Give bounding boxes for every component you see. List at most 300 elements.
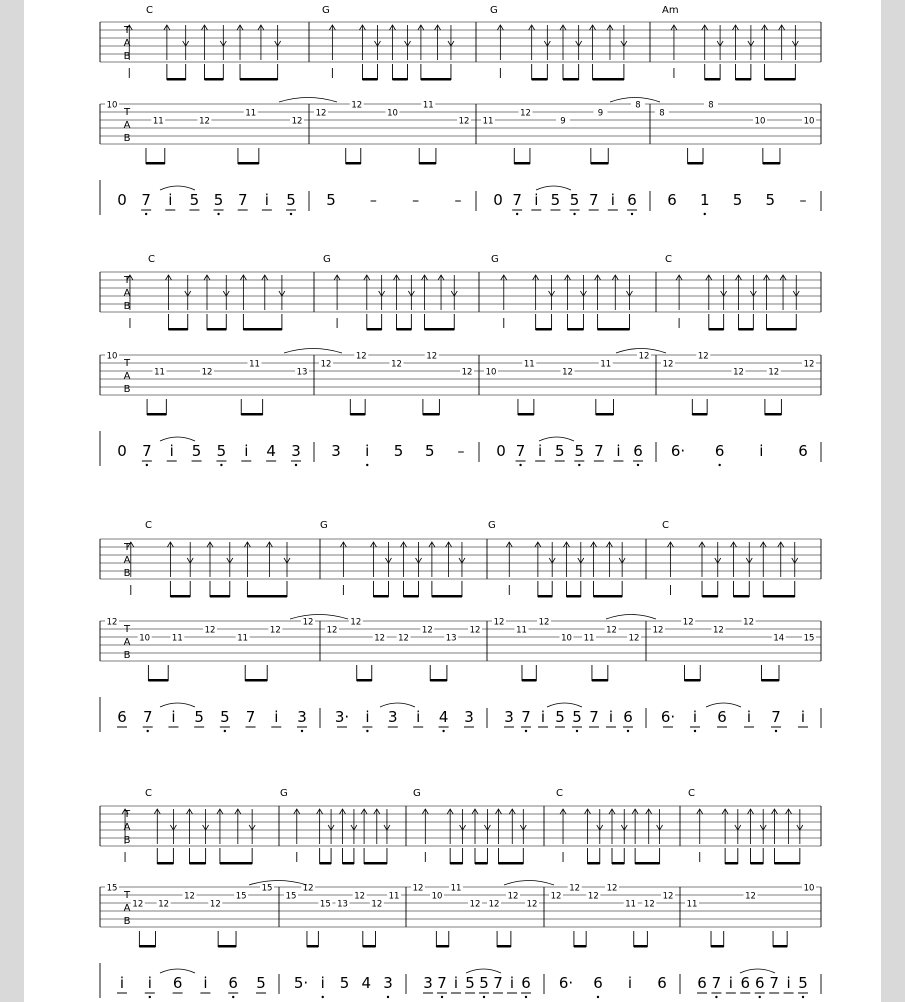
note-beam bbox=[157, 862, 173, 865]
jianpu-note: 6 bbox=[228, 974, 238, 992]
fret-number: 12 bbox=[469, 899, 481, 910]
fret-number: 12 bbox=[398, 633, 409, 644]
note-beam bbox=[205, 78, 224, 81]
fret-number: 12 bbox=[355, 351, 367, 362]
fret-number: 12 bbox=[562, 367, 573, 378]
jianpu-note: 3 bbox=[504, 708, 514, 726]
jianpu-note: 6 bbox=[172, 974, 183, 992]
fret-number: 12 bbox=[803, 359, 815, 370]
note-beam bbox=[598, 328, 630, 331]
slur-arc bbox=[706, 703, 741, 707]
jianpu-note: 5 bbox=[798, 974, 808, 992]
fret-number: 12 bbox=[391, 359, 402, 370]
tab-staff bbox=[100, 881, 821, 948]
fret-number: 13 bbox=[337, 899, 348, 910]
fret-number: 12 bbox=[184, 891, 195, 902]
tab-clef-letter: T bbox=[123, 809, 131, 820]
jianpu-note: i bbox=[365, 708, 370, 726]
jianpu-note: 5 bbox=[732, 191, 743, 209]
octave-dot bbox=[295, 464, 297, 466]
note-beam bbox=[593, 78, 624, 81]
fret-number: 12 bbox=[587, 891, 599, 902]
tab-clef-letter: B bbox=[123, 650, 131, 661]
note-beam bbox=[705, 78, 720, 81]
note-beam bbox=[450, 862, 462, 865]
note-beam bbox=[774, 862, 799, 865]
tab-clef-letter: T bbox=[123, 25, 131, 36]
note-beam bbox=[346, 162, 361, 165]
octave-dot bbox=[775, 730, 777, 732]
fret-number: 11 bbox=[249, 359, 260, 370]
note-beam bbox=[238, 162, 259, 165]
note-beam bbox=[518, 413, 534, 416]
note-beam bbox=[711, 945, 724, 948]
jianpu-note: i bbox=[692, 708, 698, 726]
note-beam bbox=[307, 945, 318, 948]
fret-number: 10 bbox=[561, 633, 572, 644]
jianpu-note: 6 bbox=[740, 974, 751, 992]
jianpu-note: i bbox=[264, 191, 269, 209]
jianpu-line bbox=[100, 431, 821, 466]
tab-clef-letter: B bbox=[123, 568, 131, 579]
octave-dot bbox=[232, 996, 234, 998]
octave-dot bbox=[146, 464, 148, 466]
tab-staff bbox=[100, 98, 821, 165]
tab-clef-letter: T bbox=[123, 275, 131, 286]
note-beam bbox=[568, 328, 584, 331]
fret-number: 11 bbox=[600, 359, 612, 370]
note-beam bbox=[739, 328, 754, 331]
tab-staff bbox=[100, 615, 821, 682]
chord-symbol: G bbox=[413, 788, 421, 799]
note-beam bbox=[425, 328, 455, 331]
tab-clef-letter: T bbox=[123, 890, 131, 901]
jianpu-note: i bbox=[119, 974, 125, 992]
fret-number: 10 bbox=[803, 883, 815, 894]
jianpu-note: i bbox=[244, 442, 249, 460]
octave-dot bbox=[718, 464, 720, 466]
jianpu-line bbox=[100, 963, 821, 998]
octave-dot bbox=[290, 213, 292, 215]
octave-dot bbox=[224, 730, 226, 732]
octave-dot bbox=[483, 996, 485, 998]
jianpu-note: 7 bbox=[142, 442, 152, 460]
jianpu-note: i bbox=[171, 708, 176, 726]
fret-number: 15 bbox=[261, 883, 273, 894]
fret-number: 12 bbox=[550, 891, 562, 902]
chord-symbol: C bbox=[556, 788, 563, 799]
chord-symbol: C bbox=[145, 520, 152, 531]
fret-number: 9 bbox=[560, 116, 566, 127]
jianpu-note: 3 bbox=[464, 708, 474, 726]
fret-number: 12 bbox=[697, 351, 709, 362]
jianpu-note: i bbox=[616, 442, 621, 460]
jianpu-note: 7 bbox=[512, 191, 522, 209]
note-beam bbox=[685, 679, 701, 682]
jianpu-note: 7 bbox=[589, 708, 599, 726]
tab-clef-letter: B bbox=[123, 835, 131, 846]
chord-symbol: C bbox=[688, 788, 695, 799]
note-beam bbox=[148, 679, 168, 682]
rhythm-staff bbox=[100, 806, 821, 865]
fret-number: 12 bbox=[302, 883, 314, 894]
jianpu-note: 5 bbox=[569, 191, 580, 209]
fret-number: 12 bbox=[606, 883, 618, 894]
jianpu-note: 7 bbox=[588, 191, 599, 209]
chord-symbol: G bbox=[323, 254, 331, 265]
note-beam bbox=[364, 862, 387, 865]
note-beam bbox=[497, 945, 511, 948]
jianpu-note: 7 bbox=[141, 191, 151, 209]
slur-arc bbox=[547, 703, 582, 707]
octave-dot bbox=[387, 996, 389, 998]
fret-number: 11 bbox=[422, 100, 434, 111]
note-beam bbox=[243, 328, 282, 331]
fret-number: 12 bbox=[628, 633, 640, 644]
fret-number: 10 bbox=[106, 351, 118, 362]
fret-number: 12 bbox=[493, 617, 505, 628]
fret-number: 12 bbox=[421, 625, 433, 636]
note-beam bbox=[350, 413, 365, 416]
chord-symbol: G bbox=[488, 520, 496, 531]
jianpu-note: 5 bbox=[572, 708, 582, 726]
octave-dot bbox=[637, 464, 639, 466]
tab-staff bbox=[100, 349, 821, 416]
note-beam bbox=[514, 162, 530, 165]
jianpu-note: 7 bbox=[437, 974, 447, 992]
tie-arc bbox=[249, 881, 307, 886]
slur-arc bbox=[160, 969, 195, 973]
fret-number: 15 bbox=[235, 891, 247, 902]
jianpu-note: 4 bbox=[266, 442, 276, 460]
note-beam bbox=[596, 413, 614, 416]
note-beam bbox=[218, 945, 236, 948]
fret-number: 12 bbox=[652, 625, 664, 636]
note-beam bbox=[362, 78, 377, 81]
fret-number: 12 bbox=[199, 116, 210, 127]
fret-number: 10 bbox=[106, 100, 118, 111]
jianpu-note: 6 bbox=[657, 974, 667, 992]
fret-number: 12 bbox=[768, 367, 780, 378]
octave-dot bbox=[573, 213, 575, 215]
note-beam bbox=[168, 328, 187, 331]
fret-number: 15 bbox=[803, 633, 815, 644]
fret-number: 10 bbox=[803, 116, 815, 127]
sustain-dash: – bbox=[412, 193, 420, 209]
jianpu-note: i bbox=[416, 708, 421, 726]
fret-number: 12 bbox=[461, 367, 473, 378]
octave-dot bbox=[366, 464, 368, 466]
fret-number: 15 bbox=[106, 883, 118, 894]
fret-number: 12 bbox=[320, 359, 332, 370]
jianpu-note: i bbox=[168, 191, 173, 209]
fret-number: 12 bbox=[733, 367, 744, 378]
jianpu-note: 5 bbox=[465, 974, 475, 992]
note-beam bbox=[709, 328, 724, 331]
chord-symbol: C bbox=[662, 520, 669, 531]
note-beam bbox=[762, 679, 780, 682]
jianpu-note: 5 bbox=[339, 974, 350, 992]
octave-dot bbox=[759, 996, 761, 998]
fret-number: 11 bbox=[482, 116, 494, 127]
tie-arc bbox=[504, 881, 554, 886]
jianpu-note: 3 bbox=[388, 708, 398, 726]
octave-dot bbox=[322, 996, 324, 998]
note-beam bbox=[397, 328, 412, 331]
note-beam bbox=[594, 595, 623, 598]
note-beam bbox=[210, 595, 230, 598]
note-beam bbox=[692, 413, 707, 416]
jianpu-note: 6 bbox=[717, 708, 727, 726]
fret-number: 12 bbox=[745, 891, 756, 902]
jianpu-note: 6· bbox=[558, 974, 574, 992]
note-beam bbox=[241, 413, 262, 416]
rhythm-staff bbox=[100, 539, 821, 598]
fret-number: 12 bbox=[371, 899, 383, 910]
jianpu-note: i bbox=[759, 442, 764, 460]
note-beam bbox=[436, 945, 448, 948]
tie-arc bbox=[284, 349, 342, 354]
fret-number: 12 bbox=[538, 617, 550, 628]
fret-number: 12 bbox=[354, 891, 366, 902]
jianpu-note: 7 bbox=[142, 708, 153, 726]
chord-symbol: G bbox=[322, 5, 330, 16]
slur-arc bbox=[160, 186, 195, 190]
tab-clef-letter: A bbox=[123, 555, 131, 566]
slur-arc bbox=[539, 437, 574, 441]
system-4 bbox=[100, 788, 821, 998]
jianpu-note: 6 bbox=[521, 974, 531, 992]
fret-number: 12 bbox=[204, 625, 216, 636]
note-beam bbox=[475, 862, 487, 865]
octave-dot bbox=[149, 996, 151, 998]
fret-number: 11 bbox=[154, 367, 165, 378]
tab-clef-letter: A bbox=[123, 637, 131, 648]
fret-number: 11 bbox=[388, 891, 400, 902]
octave-dot bbox=[578, 464, 580, 466]
note-beam bbox=[190, 862, 206, 865]
jianpu-note: 6 bbox=[593, 974, 603, 992]
fret-number: 12 bbox=[209, 899, 221, 910]
jianpu-line bbox=[100, 180, 821, 215]
sustain-dash: – bbox=[457, 444, 465, 460]
jianpu-note: 6 bbox=[623, 708, 633, 726]
fret-number: 15 bbox=[319, 899, 331, 910]
fret-number: 12 bbox=[351, 100, 363, 111]
fret-number: 12 bbox=[638, 351, 650, 362]
sustain-dash: – bbox=[799, 193, 807, 209]
tab-clef-letter: A bbox=[123, 903, 131, 914]
fret-number: 11 bbox=[625, 899, 637, 910]
note-beam bbox=[498, 862, 523, 865]
fret-number: 8 bbox=[635, 100, 641, 111]
jianpu-note: 5 bbox=[194, 708, 204, 726]
fret-number: 12 bbox=[291, 116, 303, 127]
tab-clef-letter: A bbox=[123, 371, 131, 382]
fret-number: 14 bbox=[773, 633, 785, 644]
system-1 bbox=[100, 5, 821, 215]
jianpu-line bbox=[100, 697, 821, 732]
octave-dot bbox=[519, 464, 521, 466]
octave-dot bbox=[597, 996, 599, 998]
jianpu-note: 0 bbox=[493, 191, 503, 209]
octave-dot bbox=[525, 730, 527, 732]
slur-arc bbox=[380, 703, 415, 707]
octave-dot bbox=[694, 730, 696, 732]
jianpu-note: i bbox=[538, 442, 543, 460]
jianpu-note: 6 bbox=[117, 708, 127, 726]
note-beam bbox=[363, 945, 376, 948]
note-beam bbox=[421, 78, 451, 81]
fret-number: 12 bbox=[507, 891, 519, 902]
fret-number: 12 bbox=[350, 617, 362, 628]
fret-number: 12 bbox=[526, 899, 538, 910]
fret-number: 12 bbox=[469, 625, 481, 636]
jianpu-note: 7 bbox=[711, 974, 722, 992]
jianpu-note: 5 bbox=[550, 191, 561, 209]
fret-number: 12 bbox=[106, 617, 118, 628]
note-beam bbox=[373, 595, 388, 598]
fret-number: 12 bbox=[643, 899, 655, 910]
jianpu-note: 0 bbox=[117, 191, 127, 209]
jianpu-note: 5 bbox=[574, 442, 585, 460]
note-beam bbox=[567, 595, 581, 598]
note-beam bbox=[725, 862, 738, 865]
jianpu-note: i bbox=[786, 974, 791, 992]
jianpu-note: i bbox=[540, 708, 546, 726]
octave-dot bbox=[525, 996, 527, 998]
jianpu-note: 6 bbox=[667, 191, 677, 209]
octave-dot bbox=[441, 996, 443, 998]
slur-arc bbox=[740, 969, 775, 973]
fret-number: 12 bbox=[302, 617, 314, 628]
slur-arc bbox=[160, 703, 195, 707]
tab-clef-letter: B bbox=[123, 916, 131, 927]
jianpu-note: 6 bbox=[714, 442, 725, 460]
chord-symbol: Am bbox=[662, 5, 679, 16]
jianpu-note: 4 bbox=[438, 708, 449, 726]
slur-arc bbox=[466, 969, 501, 973]
note-beam bbox=[538, 595, 552, 598]
tablature-score bbox=[24, 0, 881, 1002]
octave-dot bbox=[627, 730, 629, 732]
jianpu-note: 5 bbox=[220, 708, 230, 726]
rhythm-staff bbox=[100, 22, 821, 81]
slur-arc bbox=[536, 186, 571, 190]
jianpu-note: 3 bbox=[297, 708, 307, 726]
note-beam bbox=[167, 78, 186, 81]
fret-number: 12 bbox=[488, 899, 500, 910]
jianpu-note: 5· bbox=[293, 974, 309, 992]
jianpu-note: i bbox=[365, 442, 370, 460]
fret-number: 10 bbox=[387, 108, 398, 119]
note-beam bbox=[634, 945, 648, 948]
jianpu-note: 6 bbox=[798, 442, 808, 460]
jianpu-note: i bbox=[608, 708, 614, 726]
fret-number: 12 bbox=[326, 625, 338, 636]
jianpu-note: i bbox=[610, 191, 615, 209]
jianpu-note: i bbox=[627, 974, 633, 992]
fret-number: 13 bbox=[296, 367, 308, 378]
jianpu-note: 3· bbox=[334, 708, 350, 726]
fret-number: 12 bbox=[132, 899, 144, 910]
fret-number: 12 bbox=[712, 625, 724, 636]
jianpu-note: 7 bbox=[245, 708, 256, 726]
note-beam bbox=[423, 413, 440, 416]
note-beam bbox=[588, 862, 600, 865]
octave-dot bbox=[145, 213, 147, 215]
jianpu-note: 7 bbox=[237, 191, 248, 209]
jianpu-note: i bbox=[509, 974, 515, 992]
chord-symbol: C bbox=[145, 788, 152, 799]
tab-clef-letter: A bbox=[123, 822, 131, 833]
jianpu-note: 3 bbox=[383, 974, 393, 992]
score-sheet bbox=[24, 0, 881, 1002]
jianpu-note: 6 bbox=[633, 442, 643, 460]
jianpu-note: 3 bbox=[423, 974, 433, 992]
jianpu-note: 5 bbox=[424, 442, 435, 460]
fret-number: 11 bbox=[523, 359, 535, 370]
note-beam bbox=[612, 862, 624, 865]
note-beam bbox=[574, 945, 586, 948]
jianpu-note: 7 bbox=[771, 708, 781, 726]
jianpu-note: 5 bbox=[256, 974, 266, 992]
jianpu-note: 6 bbox=[627, 191, 637, 209]
jianpu-note: 0 bbox=[496, 442, 506, 460]
jianpu-note: 6 bbox=[697, 974, 707, 992]
jianpu-note: 6· bbox=[670, 442, 686, 460]
tie-arc bbox=[606, 615, 656, 620]
note-beam bbox=[432, 595, 462, 598]
chord-symbol: G bbox=[320, 520, 328, 531]
octave-dot bbox=[220, 464, 222, 466]
note-beam bbox=[247, 595, 287, 598]
tie-arc bbox=[279, 98, 337, 103]
jianpu-note: 5 bbox=[189, 191, 200, 209]
tab-clef-letter: A bbox=[123, 288, 131, 299]
tab-clef-letter: T bbox=[123, 107, 131, 118]
note-beam bbox=[751, 862, 764, 865]
fret-number: 10 bbox=[754, 116, 766, 127]
chord-symbol: G bbox=[490, 5, 498, 16]
note-beam bbox=[767, 328, 797, 331]
jianpu-note: 7 bbox=[521, 708, 531, 726]
note-beam bbox=[357, 679, 372, 682]
fret-number: 12 bbox=[315, 108, 327, 119]
note-beam bbox=[343, 862, 354, 865]
octave-dot bbox=[301, 730, 303, 732]
jianpu-note: 5 bbox=[555, 708, 565, 726]
fret-number: 10 bbox=[431, 891, 443, 902]
note-beam bbox=[207, 328, 226, 331]
fret-number: 12 bbox=[412, 883, 424, 894]
tab-clef-letter: A bbox=[123, 120, 131, 131]
jianpu-note: i bbox=[728, 974, 733, 992]
jianpu-note: 7 bbox=[515, 442, 526, 460]
fret-number: 11 bbox=[450, 883, 462, 894]
fret-number: 11 bbox=[686, 899, 698, 910]
fret-number: 15 bbox=[285, 891, 297, 902]
fret-number: 12 bbox=[374, 633, 386, 644]
note-beam bbox=[245, 679, 267, 682]
tab-clef-letter: B bbox=[123, 301, 131, 312]
jianpu-note: 5 bbox=[765, 191, 776, 209]
octave-dot bbox=[217, 213, 219, 215]
fret-number: 12 bbox=[520, 108, 531, 119]
jianpu-note: 7 bbox=[493, 974, 503, 992]
jianpu-note: 5 bbox=[191, 442, 202, 460]
note-beam bbox=[763, 595, 795, 598]
